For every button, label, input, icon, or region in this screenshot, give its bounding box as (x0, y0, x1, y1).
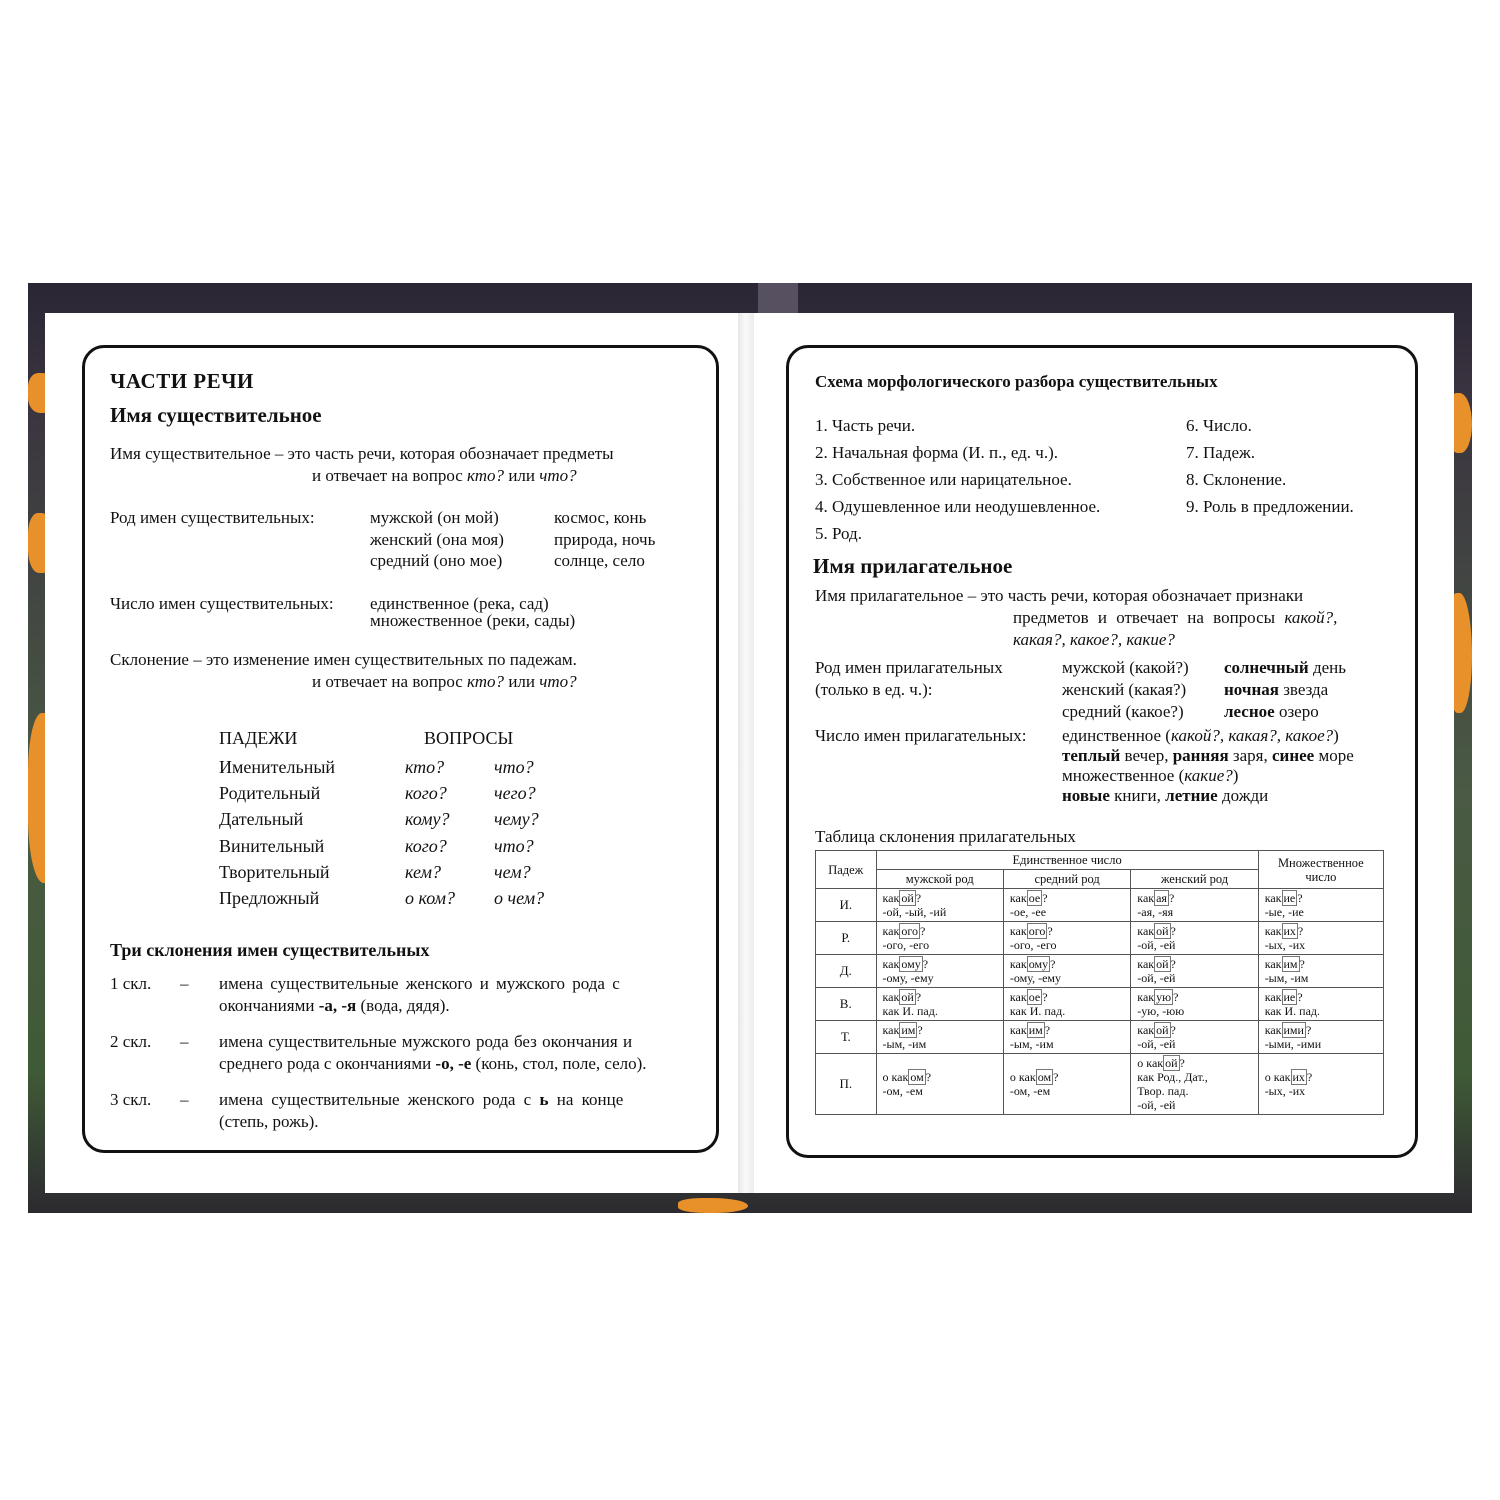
question-ending: ой (1165, 1056, 1178, 1070)
declension-2-line1: имена существительные мужского рода без окончания и (219, 1032, 633, 1051)
question-mark: ? (1050, 957, 1056, 971)
question-mark: ? (1042, 990, 1048, 1004)
feminine-cell (1131, 1021, 1258, 1054)
question-stem: как (1009, 957, 1027, 971)
neuter-cell (1003, 988, 1130, 1021)
table-row (816, 1054, 1384, 1115)
scheme-step: 7. Падеж. (1186, 443, 1256, 462)
question-ending: ая (1156, 891, 1167, 905)
adjective-singular: единственное (какой?, какая?, какое?) (1062, 726, 1339, 745)
question-word (1265, 1023, 1377, 1037)
adjective-declension-table (815, 850, 1384, 1115)
question-stem: как (1137, 891, 1155, 905)
question-ending: ой (901, 891, 914, 905)
masculine-cell (876, 889, 1003, 922)
question-ending: ое (1028, 990, 1041, 1004)
question-word (1265, 1070, 1377, 1084)
plural-cell (1258, 922, 1383, 955)
noun-gender-type: женский (она моя) (370, 530, 504, 549)
adjective-gender-type: мужской (какой?) (1062, 658, 1189, 677)
question-stem: как (1009, 924, 1027, 938)
masculine-cell (876, 922, 1003, 955)
question-mark: ? (922, 957, 929, 971)
case-name: Дательный (219, 809, 304, 829)
ending-variants: -ой, -ей (1137, 938, 1176, 952)
table-body (816, 889, 1384, 1115)
case-question-animate: кого? (405, 836, 447, 856)
noun-number-label: Число имен существительных: (110, 594, 334, 613)
question-word (1010, 957, 1124, 971)
ending-variants: -ой, -ей (1137, 971, 1176, 985)
ending-variants: -ой, -ый, -ий (882, 905, 947, 919)
case-question-inanimate: что? (494, 757, 534, 777)
question-stem: как (1137, 957, 1155, 971)
question-ending: их (1292, 1070, 1305, 1084)
neuter-cell (1003, 922, 1130, 955)
scheme-step: 1. Часть речи. (815, 416, 916, 435)
question-mark: ? (1306, 1070, 1313, 1084)
header-case: Падеж (816, 851, 877, 889)
three-declensions-title: Три склонения имен существительных (110, 940, 430, 960)
question-word (1010, 1070, 1124, 1084)
scheme-step: 3. Собственное или нарицательное. (815, 470, 1072, 489)
question-mark: ? (915, 891, 922, 905)
question-mark: ? (1042, 891, 1048, 905)
case-name: Винительный (219, 836, 325, 856)
noun-gender-label: Род имен существительных: (110, 508, 315, 527)
header-plural: Множественное число (1258, 851, 1383, 889)
declension-definition-line1: Склонение – это изменение имен существительных по падежам. (110, 650, 577, 669)
ending-variants: -ых, -их (1264, 938, 1306, 952)
declension-label: 1 скл. (110, 974, 152, 993)
question-word (883, 990, 997, 1004)
ending-variants: -ом, -ем (882, 1084, 923, 1098)
declension-definition-line2: и отвечает на вопрос кто? или что? (312, 672, 577, 691)
adjective-number-label: Число имен прилагательных: (815, 726, 1027, 745)
question-stem: как (1137, 924, 1155, 938)
question-stem: как (1264, 990, 1282, 1004)
case-question-inanimate: о чем? (494, 888, 545, 908)
declension-dash: – (180, 1090, 189, 1109)
question-stem: как (1264, 891, 1282, 905)
case-name: Родительный (219, 783, 321, 803)
case-question-animate: кого? (405, 783, 447, 803)
noun-gender-type: средний (оно мое) (370, 551, 503, 570)
question-word (1265, 891, 1377, 905)
noun-title: Имя существительное (110, 403, 322, 427)
question-stem: о как (1264, 1070, 1291, 1084)
question-word (1265, 924, 1377, 938)
question-word (1137, 924, 1251, 938)
question-word (883, 1070, 997, 1084)
question-mark: ? (1170, 924, 1176, 938)
case-question-animate: о ком? (405, 888, 456, 908)
adjective-gender-example: ночная звезда (1224, 680, 1329, 699)
question-word (1265, 990, 1377, 1004)
scheme-step: 4. Одушевленное или неодушевленное. (815, 497, 1101, 516)
feminine-cell (1131, 988, 1258, 1021)
declension-dash: – (180, 974, 189, 993)
question-mark: ? (1168, 891, 1175, 905)
cover-splash (678, 1198, 748, 1213)
question-stem: как (882, 1023, 900, 1037)
ending-variants: -ым, -им (1264, 971, 1309, 985)
case-cell: Р. (816, 922, 877, 955)
question-ending: ой (901, 990, 914, 1004)
question-word (1010, 1023, 1124, 1037)
ending-variants: -ой, -ей (1137, 1037, 1176, 1051)
ending-variants: как И. пад. (1009, 1004, 1066, 1018)
ending-variants: как Род., Дат., (1137, 1070, 1208, 1084)
question-word (883, 891, 997, 905)
question-stem: как (882, 990, 900, 1004)
declension-label: 2 скл. (110, 1032, 152, 1051)
feminine-cell (1131, 922, 1258, 955)
question-ending: их (1283, 924, 1296, 938)
header-singular: Единственное число (876, 851, 1258, 870)
feminine-cell (1131, 889, 1258, 922)
neuter-cell (1003, 955, 1130, 988)
ending-variants: -ые, -ие (1264, 905, 1304, 919)
question-ending: ой (1156, 924, 1169, 938)
scheme-title: Схема морфологического разбора существительных (815, 372, 1218, 391)
question-ending: им (1028, 1023, 1043, 1037)
question-word (883, 1023, 997, 1037)
ending-variants: -ой, -ей (1137, 1098, 1176, 1112)
question-mark: ? (1170, 957, 1176, 971)
question-ending: ие (1283, 990, 1296, 1004)
question-ending: ому (901, 957, 921, 971)
scheme-step: 8. Склонение. (1186, 470, 1287, 489)
case-cell: И. (816, 889, 877, 922)
question-mark: ? (1305, 1023, 1312, 1037)
case-question-inanimate: чего? (494, 783, 536, 803)
noun-number-type: множественное (реки, сады) (370, 611, 576, 630)
table-row (816, 1021, 1384, 1054)
ending-variants: как И. пад. (882, 1004, 938, 1018)
question-mark: ? (1297, 891, 1303, 905)
noun-definition-line1: Имя существительное – это часть речи, которая обозначает предметы (110, 444, 614, 463)
case-question-inanimate: что? (494, 836, 534, 856)
scheme-step: 5. Род. (815, 524, 862, 543)
question-stem: как (882, 957, 900, 971)
question-stem: как (1009, 891, 1027, 905)
question-mark: ? (915, 990, 922, 1004)
noun-definition-line2: и отвечает на вопрос кто? или что? (312, 466, 577, 485)
adjective-gender-example: лесное озеро (1224, 702, 1319, 721)
case-question-inanimate: чем? (494, 862, 531, 882)
question-ending: ой (1156, 957, 1169, 971)
question-stem: как (882, 924, 900, 938)
question-mark: ? (1297, 990, 1303, 1004)
cases-header: ПАДЕЖИ (219, 728, 298, 748)
declension-1-line2: окончаниями -а, -я (вода, дядя). (219, 996, 450, 1015)
ending-variants: -ого, -его (1009, 938, 1057, 952)
ending-variants: -ого, -его (882, 938, 930, 952)
declension-dash: – (180, 1032, 189, 1051)
case-name: Именительный (219, 757, 336, 777)
table-row (816, 889, 1384, 922)
declension-2-line2: среднего рода с окончаниями -о, -е (конь, стол, поле, село). (219, 1054, 647, 1073)
neuter-cell (1003, 1054, 1130, 1115)
ending-variants: как И. пад. (1264, 1004, 1321, 1018)
case-question-animate: кому? (405, 809, 450, 829)
ending-variants: -ую, -юю (1137, 1004, 1185, 1018)
adjective-definition-line2: предметов и отвечает на вопросы какой?, (1013, 608, 1338, 627)
neuter-cell (1003, 889, 1130, 922)
scheme-step: 6. Число. (1186, 416, 1252, 435)
plural-cell (1258, 889, 1383, 922)
feminine-cell (1131, 955, 1258, 988)
header-masculine: мужской род (876, 870, 1003, 889)
adjective-gender-type: средний (какое?) (1062, 702, 1184, 721)
question-word (1010, 990, 1124, 1004)
question-word (1137, 891, 1251, 905)
noun-gender-example: космос, конь (554, 508, 647, 527)
question-mark: ? (1044, 1023, 1051, 1037)
question-ending: ого (901, 924, 918, 938)
masculine-cell (876, 1054, 1003, 1115)
adjective-plural-examples: новые книги, летние дожди (1062, 786, 1269, 805)
question-word (1010, 924, 1124, 938)
cover-top-gap (758, 283, 798, 313)
questions-header: ВОПРОСЫ (424, 728, 514, 748)
case-cell: В. (816, 988, 877, 1021)
question-stem: как (1264, 1023, 1282, 1037)
adjective-singular-examples: теплый вечер, ранняя заря, синее море (1062, 746, 1354, 765)
question-mark: ? (1179, 1056, 1185, 1070)
noun-gender-example: солнце, село (554, 551, 645, 570)
noun-gender-type: мужской (он мой) (370, 508, 499, 527)
question-word (1137, 1023, 1251, 1037)
question-ending: ие (1283, 891, 1296, 905)
case-question-animate: кто? (405, 757, 445, 777)
plural-cell (1258, 955, 1383, 988)
adjective-definition-line1: Имя прилагательное – это часть речи, которая обозначает признаки (815, 586, 1304, 605)
ending-variants: -ыми, -ими (1264, 1037, 1322, 1051)
question-ending: ому (1028, 957, 1049, 971)
case-question-inanimate: чему? (494, 809, 539, 829)
question-word (1010, 891, 1124, 905)
question-stem: как (882, 891, 900, 905)
ending-variants: -ым, -им (882, 1037, 927, 1051)
question-ending: ими (1283, 1023, 1304, 1037)
question-stem: о как (882, 1070, 909, 1084)
feminine-cell (1131, 1054, 1258, 1115)
question-mark: ? (917, 1023, 923, 1037)
question-stem: о как (1009, 1070, 1036, 1084)
question-mark: ? (1170, 1023, 1176, 1037)
question-ending: ом (910, 1070, 924, 1084)
question-mark: ? (1173, 990, 1179, 1004)
question-ending: им (1283, 957, 1298, 971)
header-feminine: женский род (1131, 870, 1258, 889)
ending-variants: -ая, -яя (1137, 905, 1174, 919)
question-stem: как (1009, 990, 1027, 1004)
masculine-cell (876, 1021, 1003, 1054)
question-word (1137, 990, 1251, 1004)
book-spine (738, 313, 754, 1193)
declension-1-line1: имена существительные женского и мужского рода с (219, 974, 620, 993)
question-word (1137, 1056, 1251, 1070)
question-stem: как (1264, 924, 1282, 938)
question-ending: ое (1028, 891, 1041, 905)
plural-cell (1258, 1054, 1383, 1115)
adjective-gender-label-note: (только в ед. ч.): (815, 680, 933, 699)
scheme-step: 2. Начальная форма (И. п., ед. ч.). (815, 443, 1058, 462)
ending-variants: Твор. пад. (1137, 1084, 1189, 1098)
question-stem: как (1137, 1023, 1155, 1037)
question-word (883, 957, 997, 971)
declension-label: 3 скл. (110, 1090, 152, 1109)
question-mark: ? (1047, 924, 1053, 938)
adjective-gender-label: Род имен прилагательных (815, 658, 1003, 677)
ending-variants: -ому, -ему (882, 971, 934, 985)
question-ending: ую (1156, 990, 1172, 1004)
table-row (816, 988, 1384, 1021)
question-ending: им (901, 1023, 916, 1037)
adjective-title: Имя прилагательное (813, 554, 1013, 578)
question-stem: о как (1137, 1056, 1164, 1070)
section-title: ЧАСТИ РЕЧИ (110, 369, 254, 393)
plural-cell (1258, 1021, 1383, 1054)
masculine-cell (876, 955, 1003, 988)
case-name: Предложный (219, 888, 320, 908)
ending-variants: -ом, -ем (1009, 1084, 1051, 1098)
question-ending: ой (1156, 1023, 1169, 1037)
plural-cell (1258, 988, 1383, 1021)
adjective-gender-example: солнечный день (1224, 658, 1347, 677)
question-ending: ого (1028, 924, 1046, 938)
adjective-plural: множественное (какие?) (1062, 766, 1239, 785)
table-title: Таблица склонения прилагательных (815, 827, 1076, 846)
header-neuter: средний род (1003, 870, 1130, 889)
question-word (883, 924, 997, 938)
table-row (816, 955, 1384, 988)
question-ending: ом (1037, 1070, 1052, 1084)
scheme-step: 9. Роль в предложении. (1186, 497, 1354, 516)
ending-variants: -ых, -их (1264, 1084, 1306, 1098)
case-cell: Д. (816, 955, 877, 988)
masculine-cell (876, 988, 1003, 1021)
question-mark: ? (919, 924, 926, 938)
declension-3-line1: имена существительные женского рода с ь на конце (219, 1090, 624, 1109)
question-stem: как (1264, 957, 1282, 971)
question-stem: как (1137, 990, 1155, 1004)
question-word (1265, 957, 1377, 971)
declension-3-line2: (степь, рожь). (219, 1112, 319, 1131)
ending-variants: -ое, -ее (1009, 905, 1047, 919)
noun-gender-example: природа, ночь (554, 530, 656, 549)
adjective-definition-line3: какая?, какое?, какие? (1013, 630, 1175, 649)
question-mark: ? (925, 1070, 932, 1084)
question-mark: ? (1299, 957, 1305, 971)
question-word (1137, 957, 1251, 971)
question-mark: ? (1053, 1070, 1059, 1084)
adjective-gender-type: женский (какая?) (1062, 680, 1187, 699)
ending-variants: -ым, -им (1009, 1037, 1054, 1051)
case-cell: Т. (816, 1021, 877, 1054)
case-cell: П. (816, 1054, 877, 1115)
case-name: Творительный (219, 862, 330, 882)
ending-variants: -ому, -ему (1009, 971, 1061, 985)
question-mark: ? (1297, 924, 1304, 938)
noun-number-type: единственное (река, сад) (370, 594, 549, 613)
question-stem: как (1009, 1023, 1027, 1037)
neuter-cell (1003, 1021, 1130, 1054)
table-row (816, 922, 1384, 955)
case-question-animate: кем? (405, 862, 441, 882)
